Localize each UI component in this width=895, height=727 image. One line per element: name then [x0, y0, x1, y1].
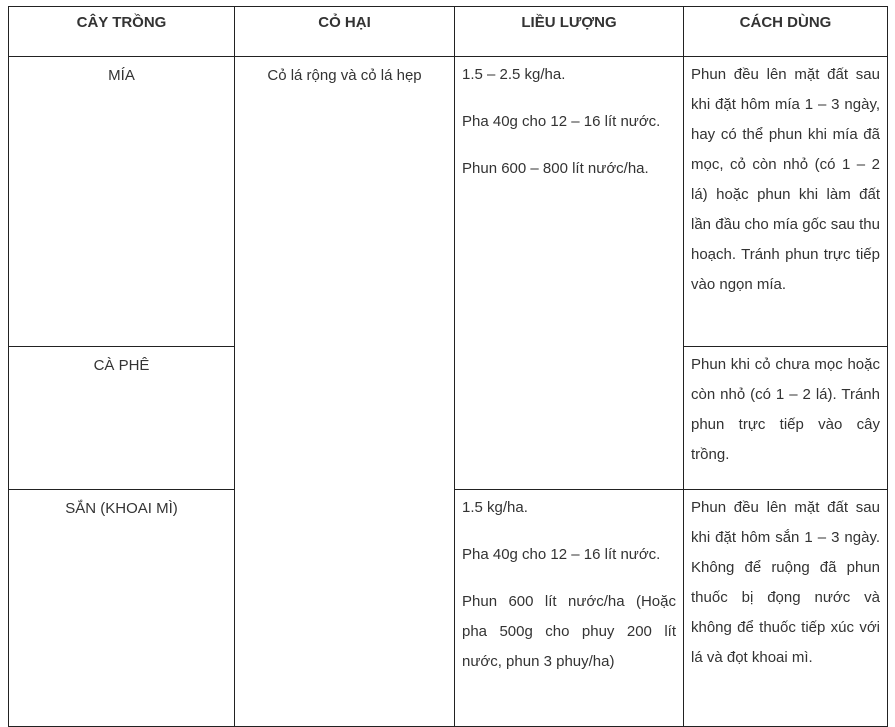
header-dosage: LIỀU LƯỢNG	[455, 7, 684, 57]
dosage-line: 1.5 – 2.5 kg/ha.	[462, 66, 566, 83]
crop-cell: SẮN (KHOAI MÌ)	[9, 490, 235, 727]
dosage-line: Phun 600 – 800 lít nước/ha.	[462, 160, 649, 177]
crop-cell: MÍA	[9, 57, 235, 347]
dosage-line: Pha 40g cho 12 – 16 lít nước.	[462, 113, 661, 130]
table-row	[9, 57, 888, 347]
dosage-cell	[455, 490, 684, 727]
weed-cell: Cỏ lá rộng và cỏ lá hẹp	[235, 57, 455, 727]
dosage-cell	[455, 57, 684, 490]
usage-cell: Phun đều lên mặt đất sau khi đặt hôm mía 1 – 3 ngày, hay có thể phun khi mía đã mọc, cỏ còn nhỏ (có 1 – 2 lá) hoặc phun khi làm đất lần đầu cho mía gốc sau thu hoạch. Tránh phun trực tiếp vào ngọn mía.	[684, 57, 888, 347]
header-usage: CÁCH DÙNG	[684, 7, 888, 57]
usage-cell: Phun khi cỏ chưa mọc hoặc còn nhỏ (có 1 – 2 lá). Tránh phun trực tiếp vào cây trồng.	[684, 347, 888, 490]
table-header-row	[9, 7, 888, 57]
herbicide-usage-table	[8, 6, 888, 727]
crop-cell: CÀ PHÊ	[9, 347, 235, 490]
dosage-line: Pha 40g cho 12 – 16 lít nước.	[462, 546, 661, 563]
dosage-line: Phun 600 lít nước/ha (Hoặc pha 500g cho phuy 200 lít nước, phun 3 phuy/ha)	[462, 593, 676, 670]
header-weed: CỎ HẠI	[235, 7, 455, 57]
dosage-line: 1.5 kg/ha.	[462, 499, 528, 516]
header-crop: CÂY TRỒNG	[9, 7, 235, 57]
usage-cell: Phun đều lên mặt đất sau khi đặt hôm sắn 1 – 3 ngày. Không để ruộng đã phun thuốc bị đọng nước và không để thuốc tiếp xúc với lá và đọt khoai mì.	[684, 490, 888, 727]
